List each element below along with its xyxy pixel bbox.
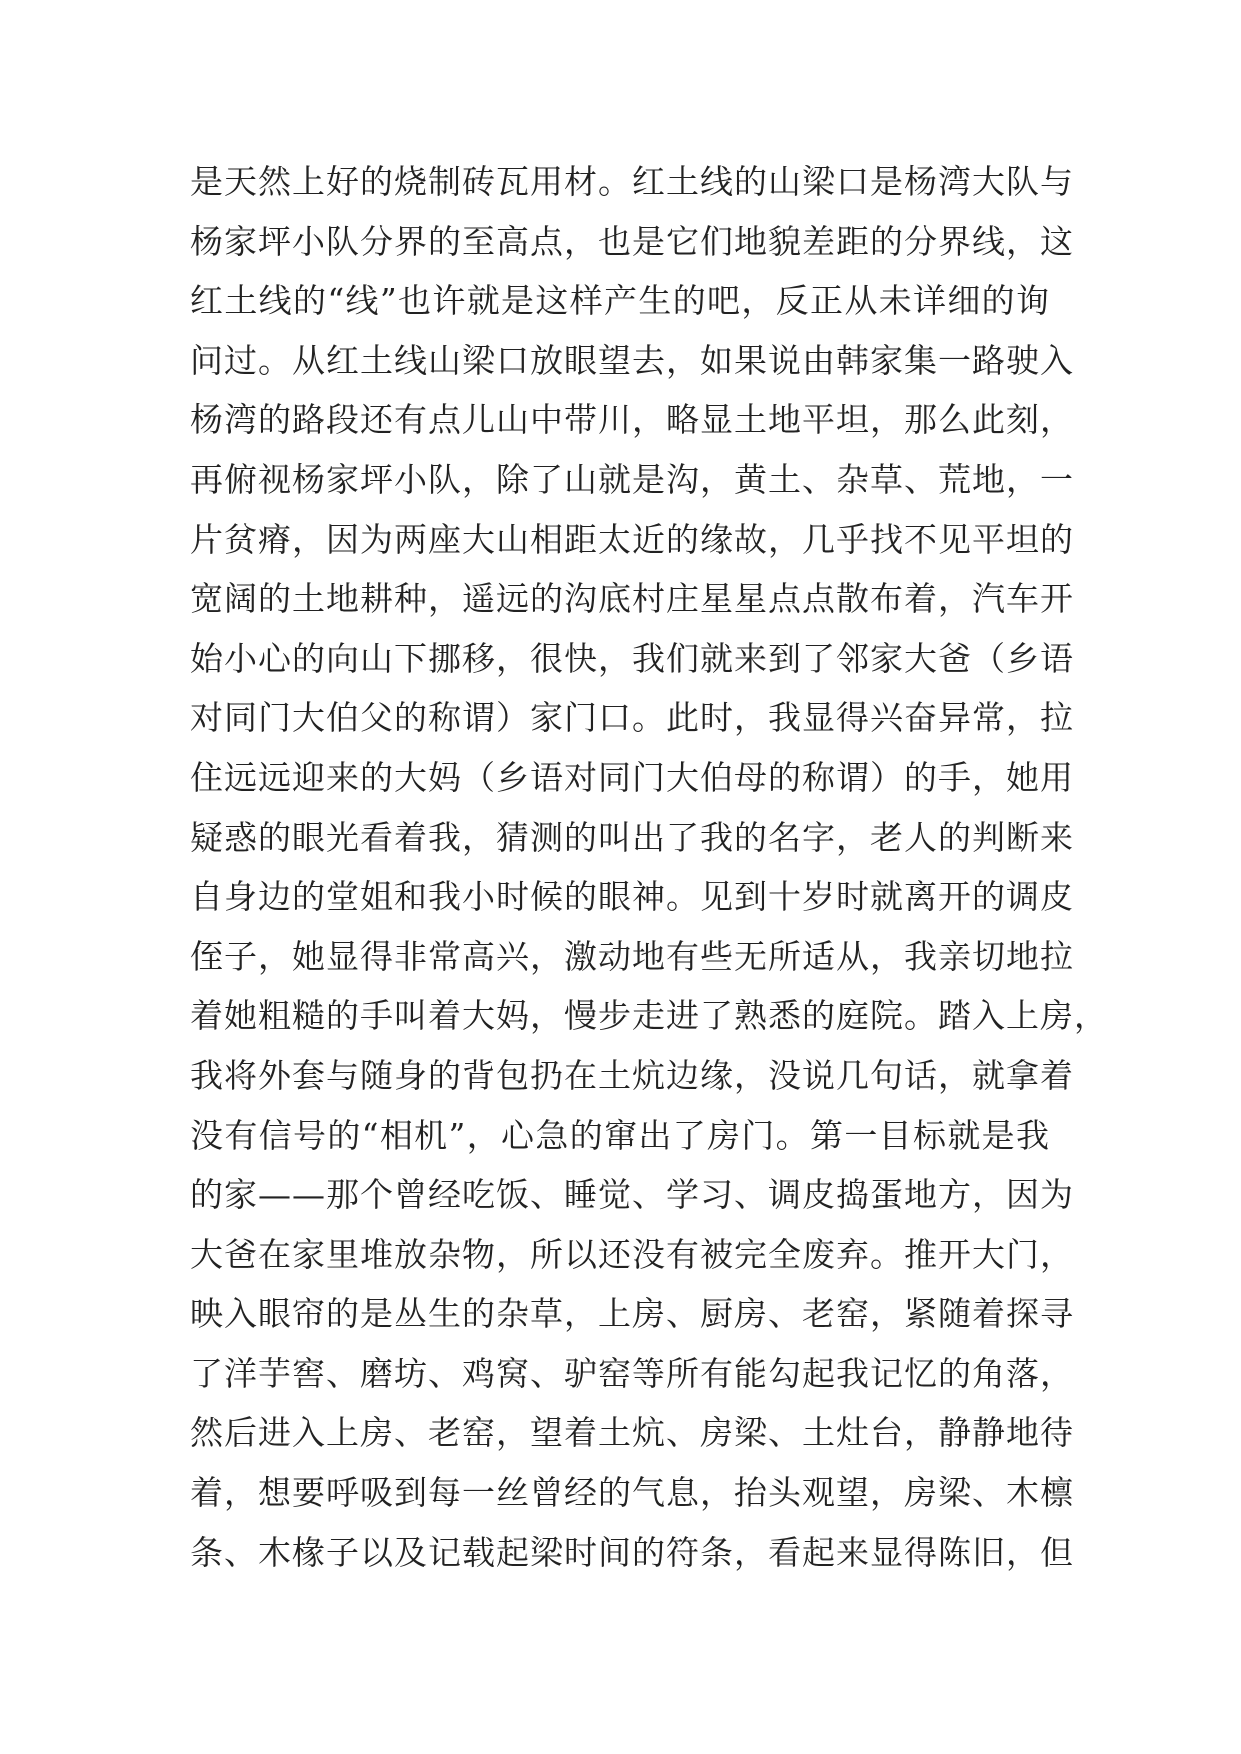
text-line: 住远远迎来的大妈（乡语对同门大伯母的称谓）的手，她用 (190, 757, 1074, 797)
text-line: 是天然上好的烧制砖瓦用材。红土线的山梁口是杨湾大队与 (190, 162, 1074, 201)
text-line: 自身边的堂姐和我小时候的眼神。见到十岁时就离开的调皮 (190, 877, 1074, 917)
text-line: 我将外套与随身的背包扔在土炕边缘，没说几句话，就拿着 (190, 1055, 1074, 1095)
text-line: 侄子，她显得非常高兴，激动地有些无所适从，我亲切地拉 (190, 936, 1074, 976)
text-line: 然后进入上房、老窑，望着土炕、房梁、土灶台，静静地待 (190, 1413, 1074, 1453)
text-line: 对同门大伯父的称谓）家门口。此时，我显得兴奋异常，拉 (190, 698, 1074, 738)
text-line: 再俯视杨家坪小队，除了山就是沟，黄土、杂草、荒地，一 (190, 459, 1074, 499)
body-text (190, 152, 1108, 1582)
text-line: 疑惑的眼光看着我，猜测的叫出了我的名字，老人的判断来 (190, 817, 1074, 857)
text-line: 着她粗糙的手叫着大妈，慢步走进了熟悉的庭院。踏入上房， (190, 996, 1108, 1036)
text-line: 着，想要呼吸到每一丝曾经的气息，抬头观望，房梁、木檩 (190, 1473, 1074, 1513)
text-line: 没有信号的“相机”，心急的窜出了房门。第一目标就是我 (190, 1115, 1050, 1155)
text-line: 条、木椽子以及记载起梁时间的符条，看起来显得陈旧，但 (190, 1532, 1074, 1572)
text-line: 了洋芋窖、磨坊、鸡窝、驴窑等所有能勾起我记忆的角落， (190, 1353, 1074, 1393)
text-line: 红土线的“线”也许就是这样产生的吧，反正从未详细的询 (190, 281, 1050, 321)
text-line: 始小心的向山下挪移，很快，我们就来到了邻家大爸（乡语 (190, 638, 1074, 678)
text-line: 问过。从红土线山梁口放眼望去，如果说由韩家集一路驶入 (190, 340, 1074, 380)
text-line: 映入眼帘的是丛生的杂草，上房、厨房、老窑，紧随着探寻 (190, 1294, 1074, 1334)
text-line: 的家——那个曾经吃饭、睡觉、学习、调皮捣蛋地方，因为 (190, 1175, 1074, 1215)
text-line: 杨家坪小队分界的至高点，也是它们地貌差距的分界线，这 (190, 221, 1074, 261)
text-line: 杨湾的路段还有点儿山中带川，略显土地平坦，那么此刻， (190, 400, 1074, 440)
text-line: 宽阔的土地耕种，遥远的沟底村庄星星点点散布着，汽车开 (190, 579, 1074, 619)
text-line: 片贫瘠，因为两座大山相距太近的缘故，几乎找不见平坦的 (190, 519, 1074, 559)
text-line: 大爸在家里堆放杂物，所以还没有被完全废弃。推开大门， (190, 1234, 1074, 1274)
